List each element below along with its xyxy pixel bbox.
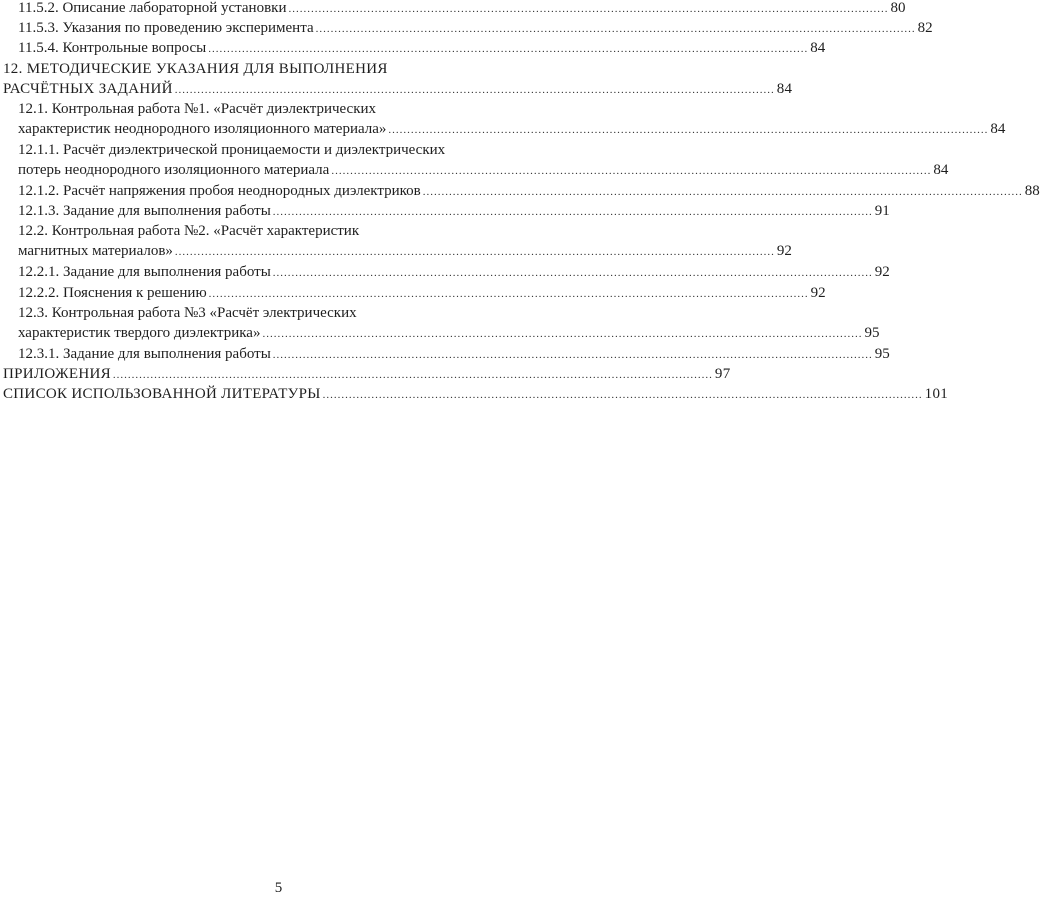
toc-entry-title: 11.5.3. Указания по проведению эксперимента [18, 20, 314, 36]
toc-entry-12-2 [18, 223, 792, 261]
toc-entry-page: 88 [1024, 183, 1040, 199]
dot-leader: ................................................................................................................................................................ [388, 124, 989, 136]
toc-entry-title-line1: 12.1. Контрольная работа №1. «Расчёт диэлектрических [18, 101, 377, 117]
toc-entry-12-1-1 [18, 142, 949, 180]
dot-leader: ................................................................................................................................................................ [331, 165, 932, 177]
toc-entry-page: 84 [990, 121, 1006, 137]
toc-entry-page: 92 [810, 285, 826, 301]
toc-entry-12-2-2 [18, 285, 826, 303]
toc-entry-11-5-4 [18, 40, 826, 58]
toc-entry-12-1-3 [18, 203, 890, 221]
dot-leader: ................................................................................................................................................................ [315, 23, 916, 35]
toc-entry-page: 92 [874, 264, 890, 280]
dot-leader: ................................................................................................................................................................ [112, 369, 713, 381]
toc-entry-title: потерь неоднородного изоляционного материала [18, 162, 330, 178]
toc-entry-12-3-1 [18, 346, 890, 364]
toc-entry-title: 12.2.2. Пояснения к решению [18, 285, 207, 301]
toc-entry-appendices [3, 366, 731, 384]
toc-entry-title: магнитных материалов» [18, 243, 173, 259]
toc-entry-title-line1: 12.2. Контрольная работа №2. «Расчёт характеристик [18, 223, 360, 239]
toc-entry-11-5-2 [18, 0, 906, 18]
toc-entry-title: 11.5.2. Описание лабораторной установки [18, 0, 287, 16]
toc-entry-title: РАСЧЁТНЫХ ЗАДАНИЙ [3, 81, 173, 97]
toc-entry-page: 80 [890, 0, 906, 16]
dot-leader: ................................................................................................................................................................ [208, 288, 809, 300]
toc-entry-title: 12.2.1. Задание для выполнения работы [18, 264, 271, 280]
toc-entry-title: 12.1.2. Расчёт напряжения пробоя неоднородных диэлектриков [18, 183, 421, 199]
dot-leader: ................................................................................................................................................................ [322, 389, 923, 401]
toc-entry-title-line1: 12.3. Контрольная работа №3 «Расчёт электрических [18, 305, 357, 321]
dot-leader: ................................................................................................................................................................ [174, 246, 775, 258]
toc-entry-12-1 [18, 101, 1006, 139]
toc-entry-12-1-2 [18, 183, 1040, 201]
toc-entry-title: характеристик неоднородного изоляционного материала» [18, 121, 387, 137]
dot-leader: ................................................................................................................................................................ [272, 349, 873, 361]
toc-entry-12-2-1 [18, 264, 890, 282]
toc-entry-page: 95 [874, 346, 890, 362]
page-number: 5 [274, 880, 283, 896]
dot-leader: ................................................................................................................................................................ [208, 43, 809, 55]
toc-entry-12-3 [18, 305, 880, 343]
toc-entry-page: 84 [933, 162, 949, 178]
toc-entry-title: 12.3.1. Задание для выполнения работы [18, 346, 271, 362]
toc-entry-page: 97 [714, 366, 731, 382]
dot-leader: ................................................................................................................................................................ [422, 186, 1023, 198]
toc-entry-title-line1: 12.1.1. Расчёт диэлектрической проницаемости и диэлектрических [18, 142, 446, 158]
toc-entry-title: 12.1.3. Задание для выполнения работы [18, 203, 271, 219]
toc-entry-12 [3, 61, 793, 99]
dot-leader: ................................................................................................................................................................ [272, 267, 873, 279]
toc-entry-page: 92 [776, 243, 792, 259]
toc-entry-title-line1: 12. МЕТОДИЧЕСКИЕ УКАЗАНИЯ ДЛЯ ВЫПОЛНЕНИЯ [3, 61, 388, 77]
toc-entry-page: 84 [810, 40, 826, 56]
toc-entry-title: ПРИЛОЖЕНИЯ [3, 366, 111, 382]
toc-entry-page: 95 [864, 325, 880, 341]
toc-entry-11-5-3 [18, 20, 933, 38]
dot-leader: ................................................................................................................................................................ [174, 84, 775, 96]
dot-leader: ................................................................................................................................................................ [288, 3, 889, 15]
toc-entry-page: 84 [776, 81, 793, 97]
toc-entry-title: СПИСОК ИСПОЛЬЗОВАННОЙ ЛИТЕРАТУРЫ [3, 386, 321, 402]
toc-entry-title: 11.5.4. Контрольные вопросы [18, 40, 207, 56]
dot-leader: ................................................................................................................................................................ [272, 206, 873, 218]
toc-entry-page: 82 [917, 20, 933, 36]
toc-entry-references [3, 386, 949, 404]
toc-entry-page: 101 [924, 386, 949, 402]
dot-leader: ................................................................................................................................................................ [262, 328, 863, 340]
toc-entry-page: 91 [874, 203, 890, 219]
toc-entry-title: характеристик твердого диэлектрика» [18, 325, 261, 341]
